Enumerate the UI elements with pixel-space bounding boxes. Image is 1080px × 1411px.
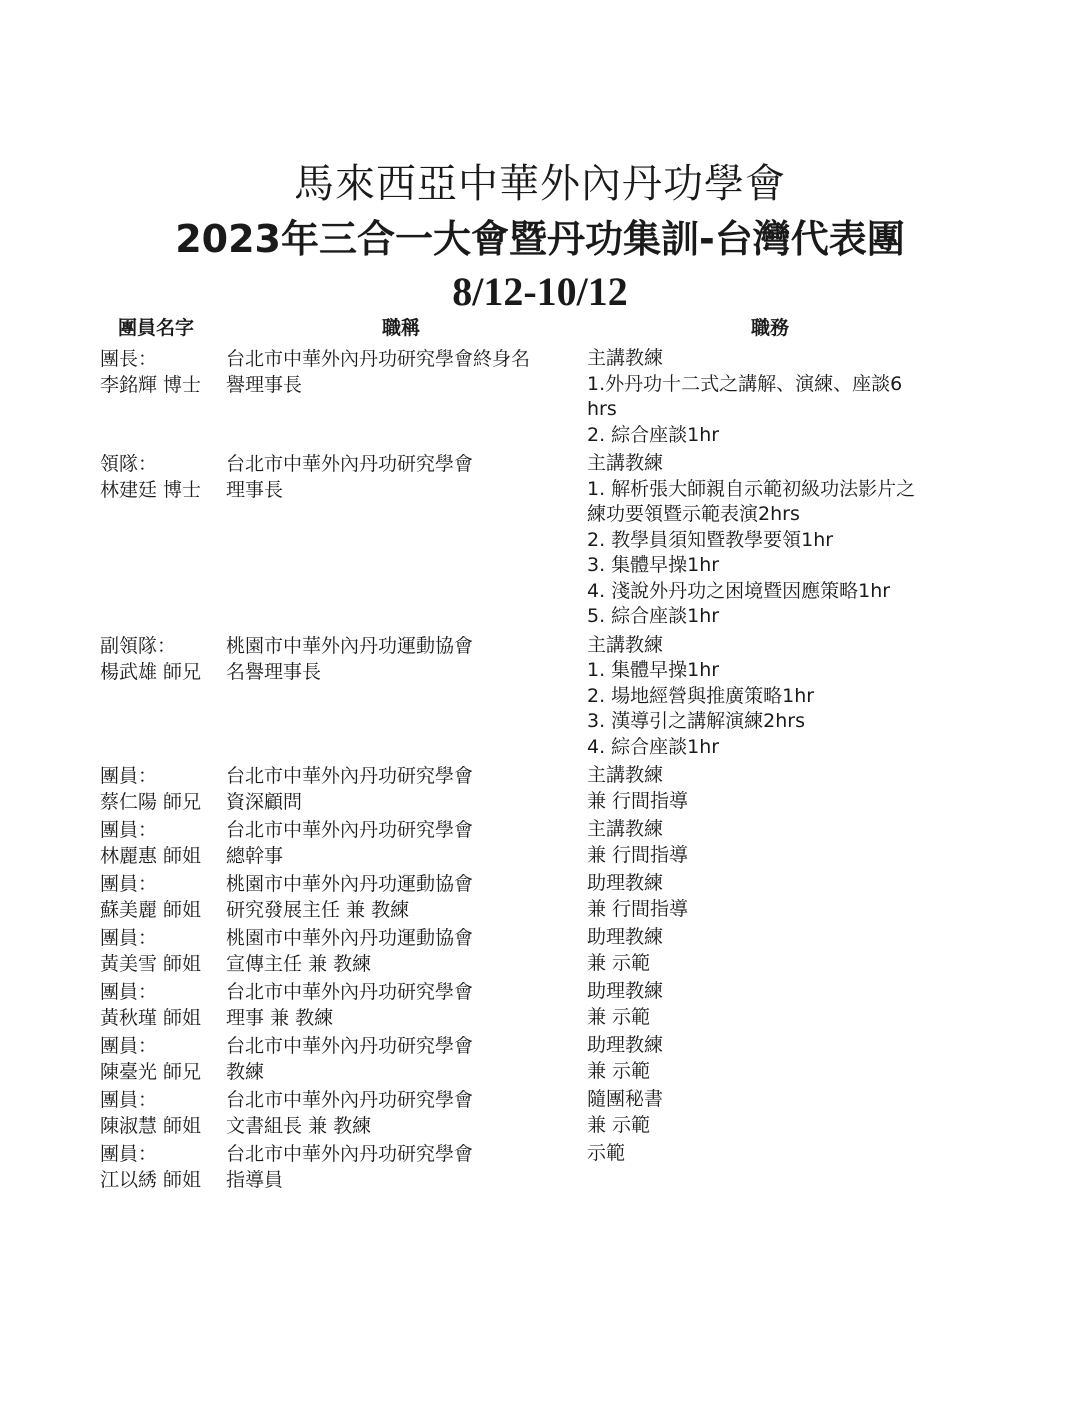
- member-title: 名譽理事長: [226, 660, 322, 683]
- organization-title: 馬來西亞中華外內丹功學會: [294, 161, 786, 207]
- member-name: 陳臺光 師兄: [100, 1061, 202, 1083]
- member-organization: 台北市中華外內丹功研究學會: [226, 819, 474, 841]
- member-name: 蘇美麗 師姐: [100, 899, 202, 921]
- document-header: [0, 160, 1080, 316]
- member-title: 理事長: [226, 479, 284, 501]
- member-row: [0, 1087, 1080, 1141]
- event-dates: 8/12-10/12: [452, 269, 628, 314]
- duty-line: 4. 淺說外丹功之困境暨因應策略1hr: [587, 579, 891, 602]
- member-title: 指導員: [226, 1169, 284, 1191]
- duty-line: 兼 示範: [587, 1059, 651, 1082]
- member-role: 團長：: [100, 348, 158, 370]
- member-name: 楊武雄 師兄: [100, 660, 202, 683]
- member-organization: 台北市中華外內丹功研究學會: [226, 981, 474, 1003]
- member-organization: 台北市中華外內丹功研究學會: [226, 1035, 474, 1057]
- duty-line: 隨團秘書: [587, 1088, 664, 1110]
- member-duties: [587, 1141, 962, 1167]
- member-duties: [587, 763, 962, 814]
- member-name: 蔡仁陽 師兄: [100, 791, 202, 813]
- member-row: [0, 763, 1080, 817]
- duty-line: 主講教練: [587, 347, 664, 369]
- member-role: 團員：: [100, 981, 158, 1003]
- duty-line: 助理教練: [587, 872, 664, 894]
- member-title: 資深顧問: [226, 791, 303, 813]
- member-name: 陳淑慧 師姐: [100, 1115, 202, 1137]
- member-role: 團員：: [100, 1143, 158, 1165]
- member-duties: [587, 925, 962, 976]
- member-name: 黃美雪 師姐: [100, 953, 202, 975]
- member-organization: 桃園市中華外內丹功運動協會: [226, 873, 474, 895]
- member-row: [0, 1033, 1080, 1087]
- member-title: 宣傳主任 兼 教練: [226, 953, 372, 975]
- column-header-duty: 職務: [751, 317, 790, 339]
- duty-line: 主講教練: [587, 633, 664, 656]
- duty-line: 1. 集體早操1hr: [587, 659, 720, 681]
- duty-line: 2. 場地經營與推廣策略1hr: [587, 684, 815, 707]
- member-duties: [587, 346, 962, 448]
- member-title: 譽理事長: [226, 374, 303, 396]
- duty-line: 1. 解析張大師親自示範初級功法影片之: [587, 477, 916, 500]
- duty-line: 2. 教學員須知暨教學要領1hr: [587, 528, 834, 551]
- event-title: 2023年三合一大會暨丹功集訓-台灣代表團: [175, 217, 905, 261]
- duty-line: 3. 集體早操1hr: [587, 554, 720, 576]
- member-duties: [587, 633, 962, 761]
- member-role: 團員：: [100, 1089, 158, 1111]
- member-duties: [587, 871, 962, 922]
- member-role: 團員：: [100, 1035, 158, 1057]
- member-role: 團員：: [100, 927, 158, 949]
- member-name: 林建廷 博士: [100, 479, 202, 501]
- duty-line: 5. 綜合座談1hr: [587, 605, 720, 627]
- duty-line: 2. 綜合座談1hr: [587, 423, 720, 446]
- member-duties: [587, 817, 962, 868]
- member-title: 總幹事: [226, 845, 284, 867]
- member-row: [0, 871, 1080, 925]
- member-name: 林麗惠 師姐: [100, 845, 202, 867]
- member-row: [0, 633, 1080, 764]
- duty-line: 助理教練: [587, 1034, 664, 1056]
- member-row: [0, 1141, 1080, 1195]
- member-organization: 台北市中華外內丹功研究學會: [226, 1143, 474, 1165]
- member-role: 團員：: [100, 819, 158, 841]
- member-role: 副領隊：: [100, 634, 177, 657]
- member-row: [0, 925, 1080, 979]
- member-title: 教練: [226, 1061, 265, 1083]
- member-name: 李銘輝 博士: [100, 374, 202, 396]
- member-role: 領隊：: [100, 453, 158, 475]
- duty-line: 助理教練: [587, 926, 664, 948]
- duty-line: 助理教練: [587, 980, 664, 1002]
- member-organization: 台北市中華外內丹功研究學會: [226, 453, 474, 475]
- member-title: 文書組長 兼 教練: [226, 1115, 372, 1137]
- member-row: [0, 817, 1080, 871]
- member-duties: [587, 1033, 962, 1084]
- duty-line: 示範: [587, 1142, 626, 1164]
- duty-line: 兼 行間指導: [587, 843, 689, 866]
- member-row: [0, 451, 1080, 633]
- member-organization: 台北市中華外內丹功研究學會: [226, 765, 474, 787]
- duty-line: 主講教練: [587, 452, 664, 474]
- duty-line: 3. 漢導引之講解演練2hrs: [587, 710, 806, 732]
- duty-line: 兼 行間指導: [587, 897, 689, 920]
- member-title: 研究發展主任 兼 教練: [226, 899, 410, 921]
- member-duties: [587, 1087, 962, 1138]
- duty-line: 兼 示範: [587, 1005, 651, 1028]
- member-organization: 桃園市中華外內丹功運動協會: [226, 634, 474, 657]
- member-organization: 台北市中華外內丹功研究學會終身名: [226, 348, 531, 370]
- member-role: 團員：: [100, 765, 158, 787]
- member-duties: [587, 451, 962, 630]
- column-header-title: 職稱: [382, 317, 421, 339]
- duty-line: 1.外丹功十二式之講解、演練、座談6: [587, 372, 903, 395]
- duty-line: 兼 示範: [587, 1113, 651, 1136]
- duty-line: 兼 示範: [587, 951, 651, 974]
- member-role: 團員：: [100, 873, 158, 895]
- member-organization: 台北市中華外內丹功研究學會: [226, 1089, 474, 1111]
- member-row: [0, 979, 1080, 1033]
- duty-line: 主講教練: [587, 818, 664, 840]
- duty-line: hrs: [587, 398, 617, 420]
- member-duties: [587, 979, 962, 1030]
- member-title: 理事 兼 教練: [226, 1007, 334, 1029]
- member-name: 江以綉 師姐: [100, 1169, 202, 1191]
- duty-line: 主講教練: [587, 764, 664, 786]
- column-header-name: 團員名字: [118, 317, 195, 339]
- member-organization: 桃園市中華外內丹功運動協會: [226, 927, 474, 949]
- duty-line: 4. 綜合座談1hr: [587, 735, 720, 758]
- member-row: [0, 346, 1080, 451]
- duty-line: 練功要領暨示範表演2hrs: [587, 503, 800, 525]
- duty-line: 兼 行間指導: [587, 789, 689, 812]
- member-list: [0, 346, 1080, 1195]
- member-name: 黃秋瑾 師姐: [100, 1007, 202, 1029]
